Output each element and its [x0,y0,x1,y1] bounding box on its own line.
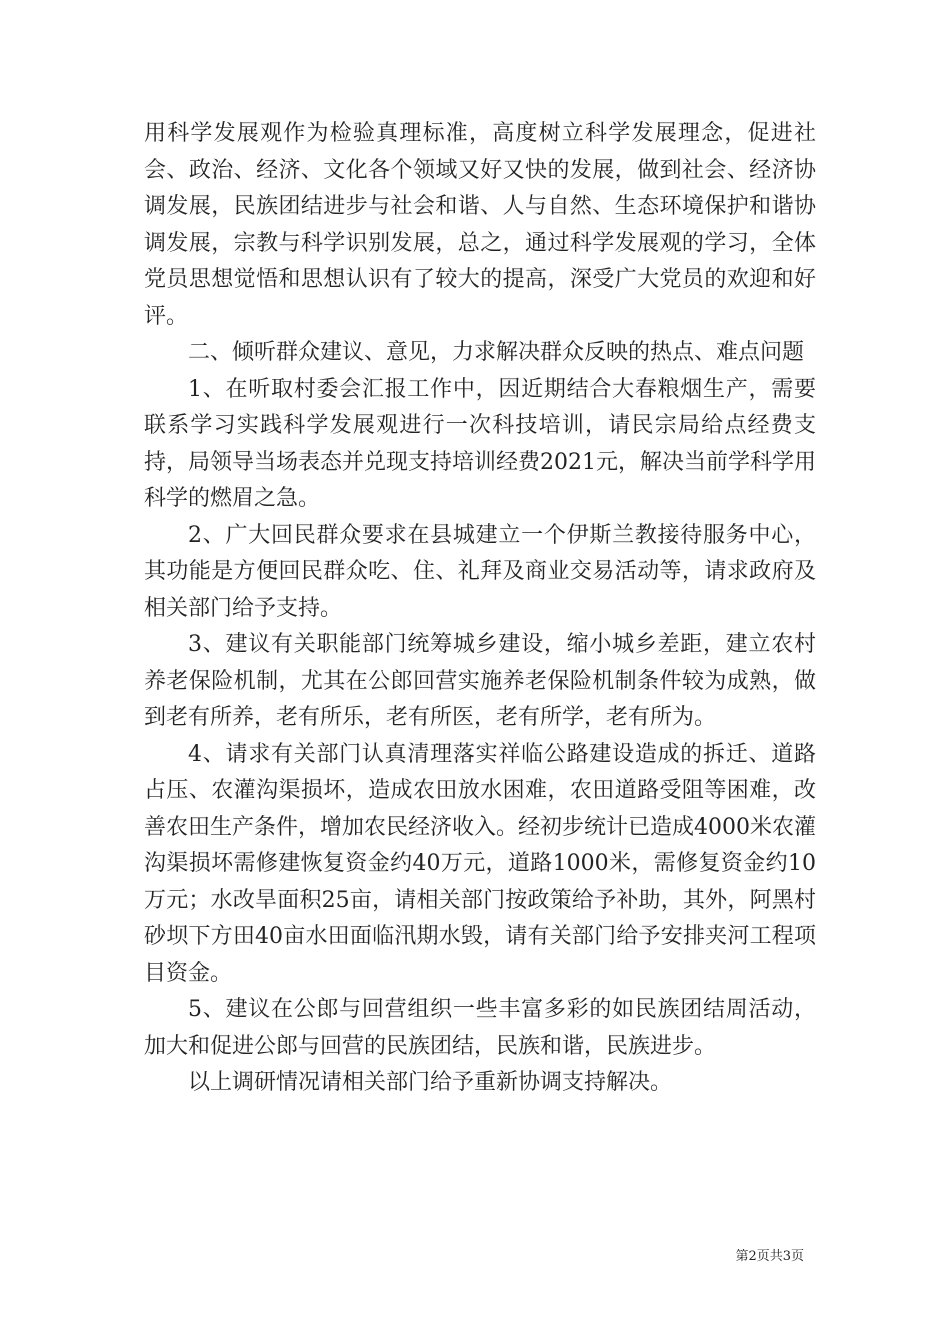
list-item-1: 1、在听取村委会汇报工作中，因近期结合大春粮烟生产，需要联系学习实践科学发展观进行一次科技培训，请民宗局给点经费支持，局领导当场表态并兑现支持培训经费2021元，解决当前学科学用科学的燃眉之急。 [144,376,816,511]
list-item-5: 5、建议在公郎与回营组织一些丰富多彩的如民族团结周活动，加大和促进公郎与回营的民族团结，民族和谐，民族进步。 [144,997,816,1059]
list-item-3: 3、建议有关职能部门统筹城乡建设，缩小城乡差距，建立农村养老保险机制，尤其在公郎回营实施养老保险机制条件较为成熟，做到老有所养，老有所乐，老有所医，老有所学，老有所为。 [144,632,816,730]
list-item-2: 2、广大回民群众要求在县城建立一个伊斯兰教接待服务中心，其功能是方便回民群众吃、住、礼拜及商业交易活动等，请求政府及相关部门给予支持。 [144,522,816,621]
document-body [144,116,816,1102]
page-number: 第2页共3页 [735,1249,804,1264]
section-heading: 二、倾听群众建议、意见，力求解决群众反映的热点、难点问题 [188,340,805,365]
paragraph-continuation: 用科学发展观作为检验真理标准，高度树立科学发展理念，促进社会、政治、经济、文化各个领域又好又快的发展，做到社会、经济协调发展，民族团结进步与社会和谐、人与自然、生态环境保护和谐协调发展，宗教与科学识别发展，总之，通过科学发展观的学习，全体党员思想觉悟和思想认识有了较大的提高，深受广大党员的欢迎和好评。 [144,121,816,329]
list-item-4: 4、请求有关部门认真清理落实祥临公路建设造成的拆迁、道路占压、农灌沟渠损坏，造成农田放水困难，农田道路受阻等困难，改善农田生产条件，增加农民经济收入。经初步统计已造成4000米农灌沟渠损坏需修建恢复资金约40万元，道路1000米，需修复资金约10万元；水改旱面积25亩，请相关部门按政策给予补助，其外，阿黑村砂坝下方田40亩水田面临汛期水毁，请有关部门给予安排夹河工程项目资金。 [144,741,816,986]
closing-paragraph: 以上调研情况请相关部门给予重新协调支持解决。 [188,1070,673,1095]
